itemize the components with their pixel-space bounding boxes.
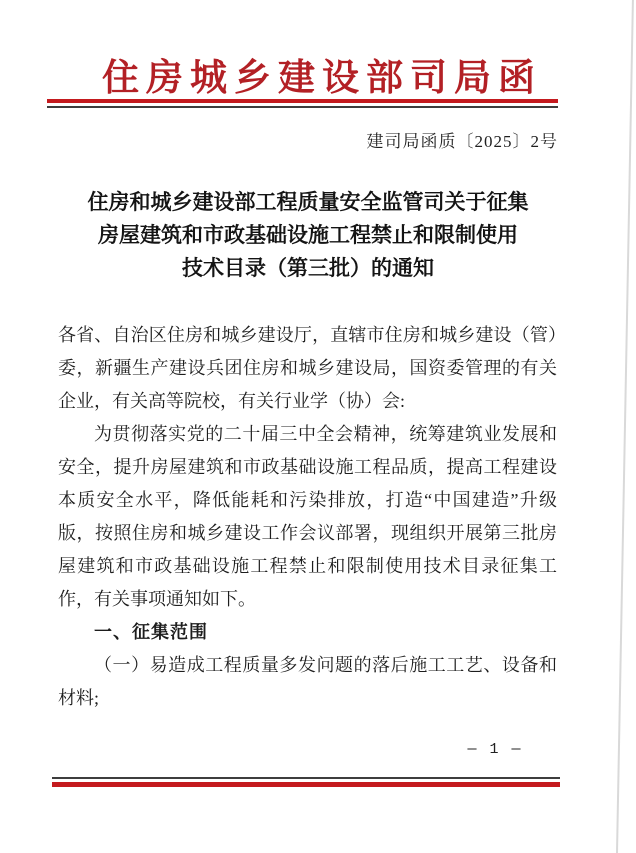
notice-title-line-1: 住房和城乡建设部工程质量安全监管司关于征集 [87, 190, 529, 214]
intro-paragraph: 为贯彻落实党的二十届三中全会精神，统筹建筑业发展和安全，提升房屋建筑和市政基础设施工程品质，提高工程建设本质安全水平，降低能耗和污染排放，打造“中国建造”升级版，按照住房和城乡建设工作会议部署，现组织开展第三批房屋建筑和市政基础设施工程禁止和限制使用技术目录征集工作，有关事项通知如下。 [58, 424, 557, 609]
footer-rule-black [52, 777, 560, 779]
letterhead-rule-black [47, 106, 558, 108]
notice-title [58, 186, 558, 285]
scan-edge-line [616, 0, 634, 853]
item-one-paragraph: （一）易造成工程质量多发问题的落后施工工艺、设备和材料; [58, 655, 557, 708]
letterhead-rule-red [47, 99, 558, 103]
footer-rule-red [52, 782, 560, 787]
page-number: — 1 — [467, 741, 523, 758]
notice-title-line-2: 房屋建筑和市政基础设施工程禁止和限制使用 [98, 223, 518, 247]
recipients-paragraph: 各省、自治区住房和城乡建设厅，直辖市住房和城乡建设（管）委，新疆生产建设兵团住房和城乡建设局，国资委管理的有关企业，有关高等院校，有关行业学（协）会: [58, 325, 557, 411]
document-body [58, 319, 557, 715]
document-number: 建司局函质〔2025〕2号 [366, 132, 558, 151]
notice-title-line-3: 技术目录（第三批）的通知 [182, 256, 434, 280]
letterhead-title: 住房城乡建设部司局函 [102, 58, 542, 99]
section-heading: 一、征集范围 [94, 622, 208, 642]
